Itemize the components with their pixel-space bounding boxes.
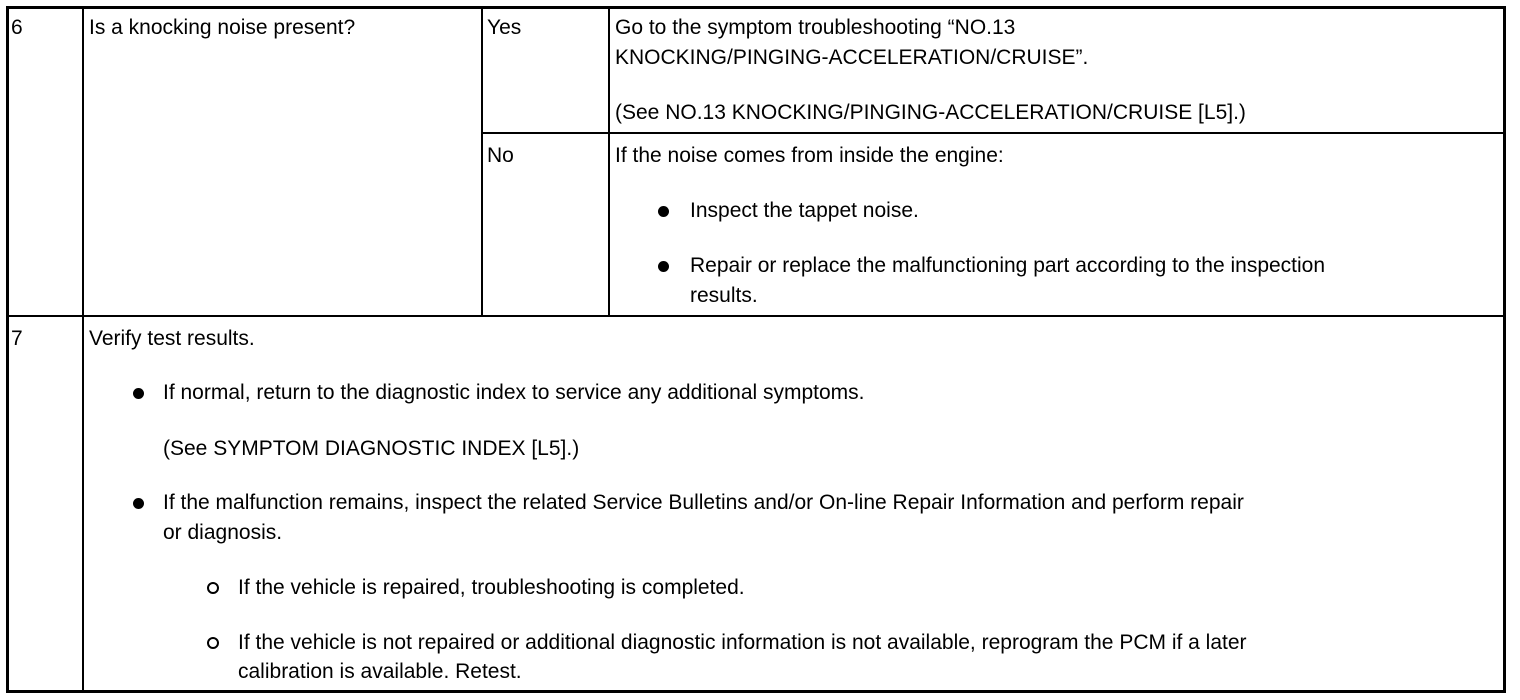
- step7-bullet2-line2: or diagnosis.: [163, 521, 283, 544]
- step7-bullet1-reference: (See SYMPTOM DIAGNOSTIC INDEX [L5].): [163, 437, 580, 460]
- answer-yes-label: Yes: [487, 16, 522, 39]
- step7-bullet1: If normal, return to the diagnostic index to service any additional symptoms.: [163, 381, 865, 404]
- table-border-right: [1503, 6, 1506, 693]
- row-divider: [6, 315, 1506, 317]
- no-bullet1: Inspect the tappet noise.: [690, 199, 919, 222]
- column-divider-number: [82, 6, 84, 693]
- answer-no-label: No: [487, 144, 514, 167]
- step-number: 7: [11, 327, 23, 350]
- step-number: 6: [11, 16, 23, 39]
- no-bullet2-line1: Repair or replace the malfunctioning part according to the inspection: [690, 254, 1326, 277]
- column-divider-question: [481, 6, 483, 317]
- hollow-bullet-icon: [207, 582, 219, 594]
- hollow-bullet-icon: [207, 637, 219, 649]
- step7-sub1: If the vehicle is repaired, troubleshooting is completed.: [238, 576, 745, 599]
- yes-action-line1: Go to the symptom troubleshooting “NO.13: [615, 16, 1016, 39]
- column-divider-answer: [608, 6, 610, 317]
- yes-no-divider: [481, 132, 1506, 134]
- table-border-bottom: [6, 690, 1506, 693]
- step7-sub2-line1: If the vehicle is not repaired or additional diagnostic information is not available, reprogram the PCM if a later: [238, 631, 1247, 654]
- bullet-icon: [133, 388, 144, 399]
- no-bullet2-line2: results.: [690, 284, 758, 307]
- bullet-icon: [658, 261, 669, 272]
- bullet-icon: [133, 498, 144, 509]
- step-title: Verify test results.: [89, 327, 255, 350]
- step-question: Is a knocking noise present?: [89, 16, 356, 39]
- bullet-icon: [658, 206, 669, 217]
- step7-sub2-line2: calibration is available. Retest.: [238, 660, 522, 683]
- table-border-left: [6, 6, 9, 693]
- no-intro: If the noise comes from inside the engine:: [615, 144, 1004, 167]
- table-border-top: [6, 6, 1506, 9]
- yes-action-line2: KNOCKING/PINGING-ACCELERATION/CRUISE”.: [615, 46, 1089, 69]
- step7-bullet2-line1: If the malfunction remains, inspect the related Service Bulletins and/or On-line Repair Information and perform repair: [163, 491, 1244, 514]
- yes-reference: (See NO.13 KNOCKING/PINGING-ACCELERATION/CRUISE [L5].): [615, 101, 1246, 124]
